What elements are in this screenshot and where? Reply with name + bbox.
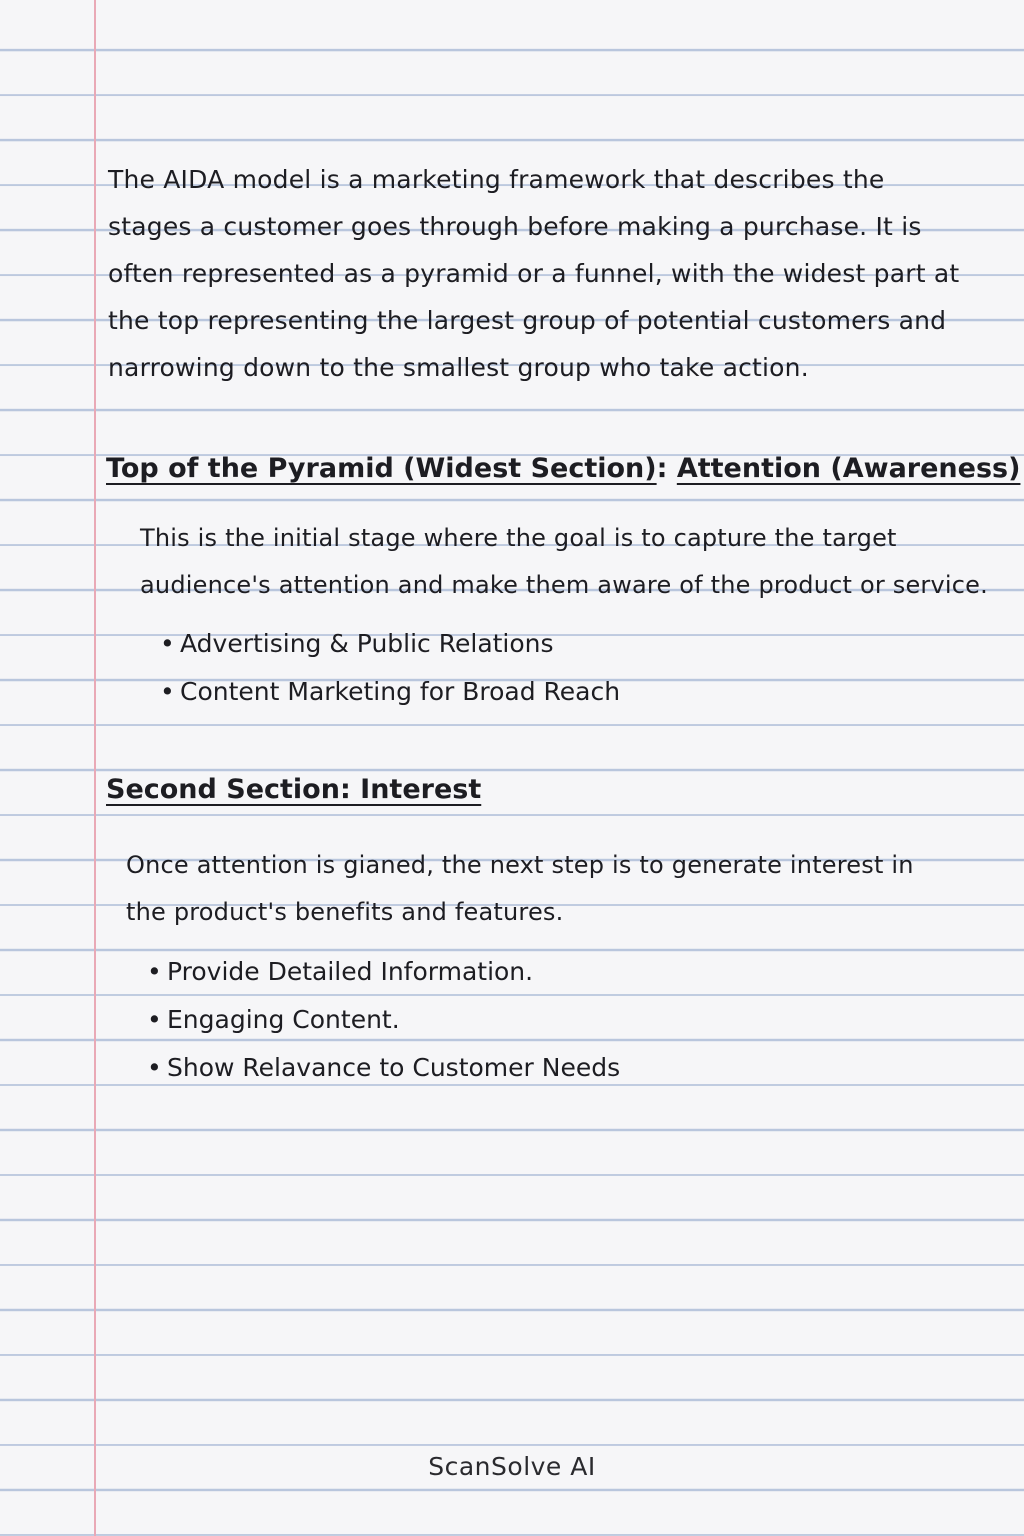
section2-heading xyxy=(106,773,481,807)
section2-body: Once attention is gianed, the next step is to generate interest in the product's benefits and features. xyxy=(126,851,914,926)
footer-watermark: ScanSolve AI xyxy=(428,1452,596,1481)
list-item-text: Content Marketing for Broad Reach xyxy=(180,677,621,706)
bullet-icon: • xyxy=(160,677,175,706)
section2-bullet-list xyxy=(145,948,620,1092)
section1-heading-part2: Attention (Awareness) xyxy=(676,453,1021,484)
list-item-text: Show Relavance to Customer Needs xyxy=(167,1053,621,1082)
bullet-icon: • xyxy=(147,1005,162,1034)
list-item-text: Provide Detailed Information. xyxy=(167,957,534,986)
list-item xyxy=(158,620,620,668)
intro-paragraph: The AIDA model is a marketing framework that describes the stages a customer goes through before making a purchase. It is often represented as a pyramid or a funnel, with the widest part at the top representing the largest group of potential customers and narrowing down to the smallest group who take action. xyxy=(108,165,960,382)
section1-bullet-list xyxy=(158,620,620,716)
section1-body: This is the initial stage where the goal is to capture the target audience's attention and make them aware of the product or service. xyxy=(140,524,988,599)
section2-heading-text: Second Section: Interest xyxy=(106,774,482,805)
section1-heading xyxy=(106,452,1020,486)
bullet-icon: • xyxy=(147,1053,162,1082)
list-item-text: Advertising & Public Relations xyxy=(180,629,554,658)
list-item xyxy=(145,1044,620,1092)
list-item xyxy=(158,668,620,716)
bullet-icon: • xyxy=(147,957,162,986)
list-item-text: Engaging Content. xyxy=(167,1005,400,1034)
list-item xyxy=(145,996,620,1044)
section1-heading-separator: : xyxy=(656,453,677,484)
bullet-icon: • xyxy=(160,629,175,658)
section1-heading-part1: Top of the Pyramid (Widest Section) xyxy=(106,453,657,484)
list-item xyxy=(145,948,620,996)
